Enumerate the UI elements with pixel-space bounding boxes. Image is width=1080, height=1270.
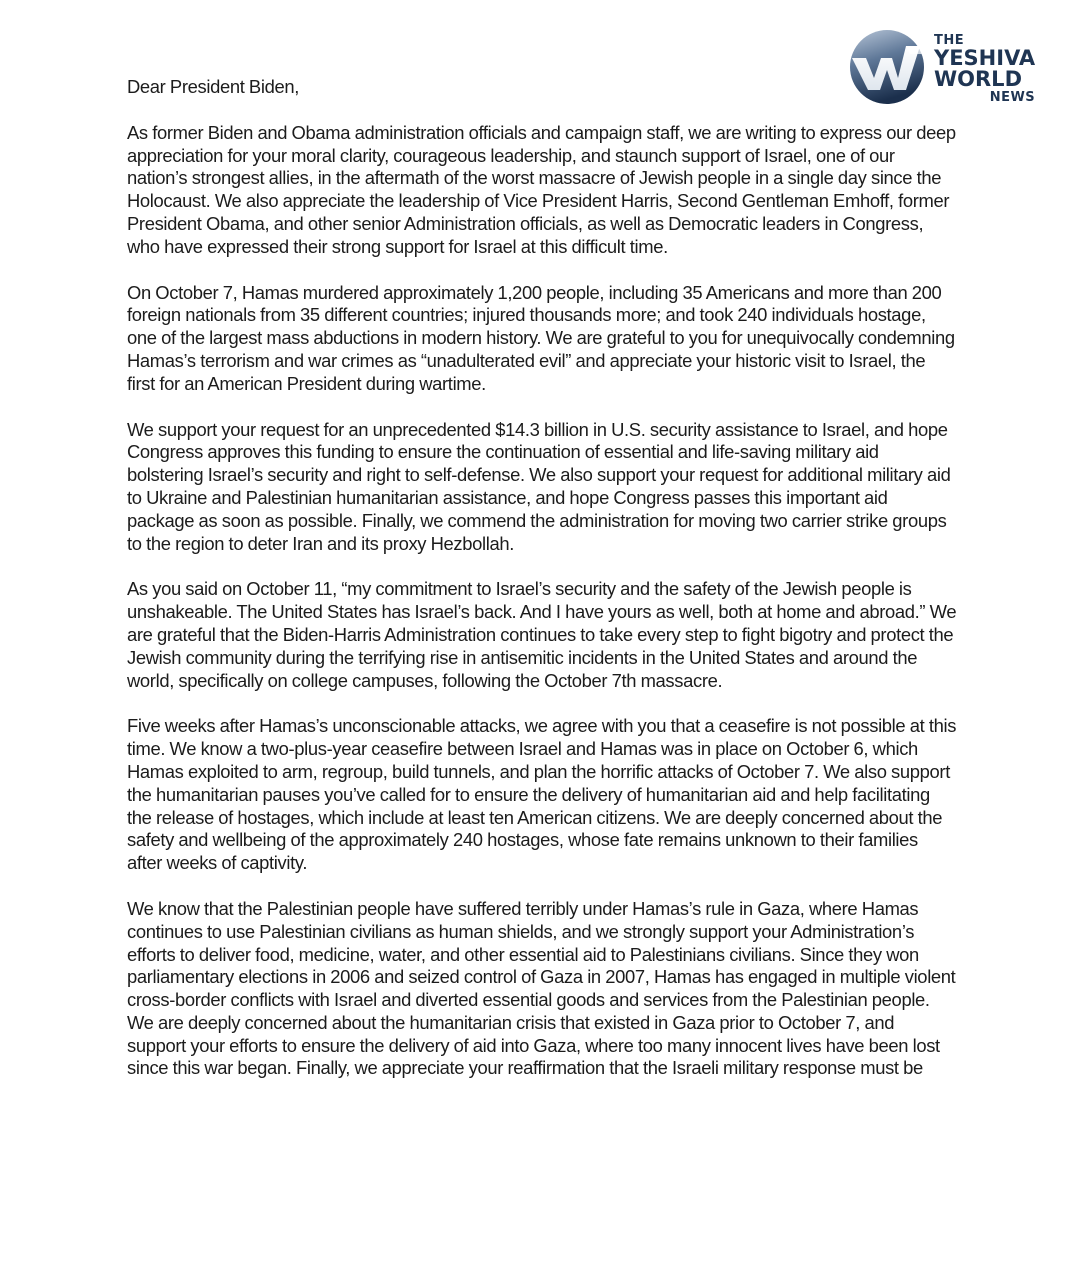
- paragraph-october-7: On October 7, Hamas murdered approximately 1,200 people, including 35 Americans and more than 200 foreign nationals from 35 different countries; injured thousands more; and took 240 individuals hostage, one of the largest mass abductions in modern history. We are grateful to you for unequivocally condemning Hamas’s terrorism and war crimes as “unadulterated evil” and appreciate your historic visit to Israel, the first for an American President during wartime.: [127, 281, 955, 394]
- letter-body: [127, 76, 957, 1103]
- paragraph-ceasefire: Five weeks after Hamas’s unconscionable attacks, we agree with you that a ceasefire is not possible at this time. We know a two-plus-year ceasefire between Israel and Hamas was in place on October 6, which Hamas exploited to arm, regroup, build tunnels, and plan the horrific attacks of October 7. We also support the humanitarian pauses you’ve called for to ensure the delivery of humanitarian aid and help facilitating the release of hostages, which include at least ten American citizens. We are deeply concerned about the safety and wellbeing of the approximately 240 hostages, whose fate remains unknown to their families after weeks of captivity.: [127, 715, 957, 874]
- logo-line-yeshiva: YESHIVA: [934, 46, 1036, 70]
- salutation: Dear President Biden,: [127, 76, 299, 97]
- logo-line-the: THE: [934, 33, 965, 48]
- paragraph-security-assistance: We support your request for an unprecedented $14.3 billion in U.S. security assistance to Israel, and hope Congress approves this funding to ensure the continuation of essential and life-saving military aid bolstering Israel’s security and right to self-defense. We also support your request for additional military aid to Ukraine and Palestinian humanitarian assistance, and hope Congress passes this important aid package as soon as possible. Finally, we commend the administration for moving two carrier strike groups to the region to deter Iran and its proxy Hezbollah.: [127, 418, 951, 554]
- logo-line-world: WORLD: [934, 67, 1022, 91]
- paragraph-palestinian-people: We know that the Palestinian people have suffered terribly under Hamas’s rule in Gaza, where Hamas continues to use Palestinian civilians as human shields, and we strongly support your Administration’s efforts to deliver food, medicine, water, and other essential aid to Palestinians civilians. Since they won parliamentary elections in 2006 and seized control of Gaza in 2007, Hamas has engaged in multiple violent cross-border conflicts with Israel and diverted essential goods and services from the Palestinian people. We are deeply concerned about the humanitarian crisis that existed in Gaza prior to October 7, and support your efforts to ensure the delivery of aid into Gaza, where too many innocent lives have been lost since this war began. Finally, we appreciate your reaffirmation that the Israeli military response must be: [127, 897, 956, 1079]
- logo-line-news: NEWS: [989, 90, 1036, 105]
- paragraph-appreciation: As former Biden and Obama administration officials and campaign staff, we are writing to express our deep appreciation for your moral clarity, courageous leadership, and staunch support of Israel, one of our nation’s strongest allies, in the aftermath of the worst massacre of Jewish people in a single day since the Holocaust. We also appreciate the leadership of Vice President Harris, Second Gentleman Emhoff, former President Obama, and other senior Administration officials, as well as Democratic leaders in Congress, who have expressed their strong support for Israel at this difficult time.: [127, 121, 956, 257]
- paragraph-october-11-quote: As you said on October 11, “my commitment to Israel’s security and the safety of the Jewish people is unshakeable. The United States has Israel’s back. And I have yours as well, both at home and abroad.” We are grateful that the Biden-Harris Administration continues to take every step to fight bigotry and protect the Jewish community during the terrifying rise in antisemitic incidents in the United States and around the world, specifically on college campuses, following the October 7th massacre.: [127, 578, 957, 691]
